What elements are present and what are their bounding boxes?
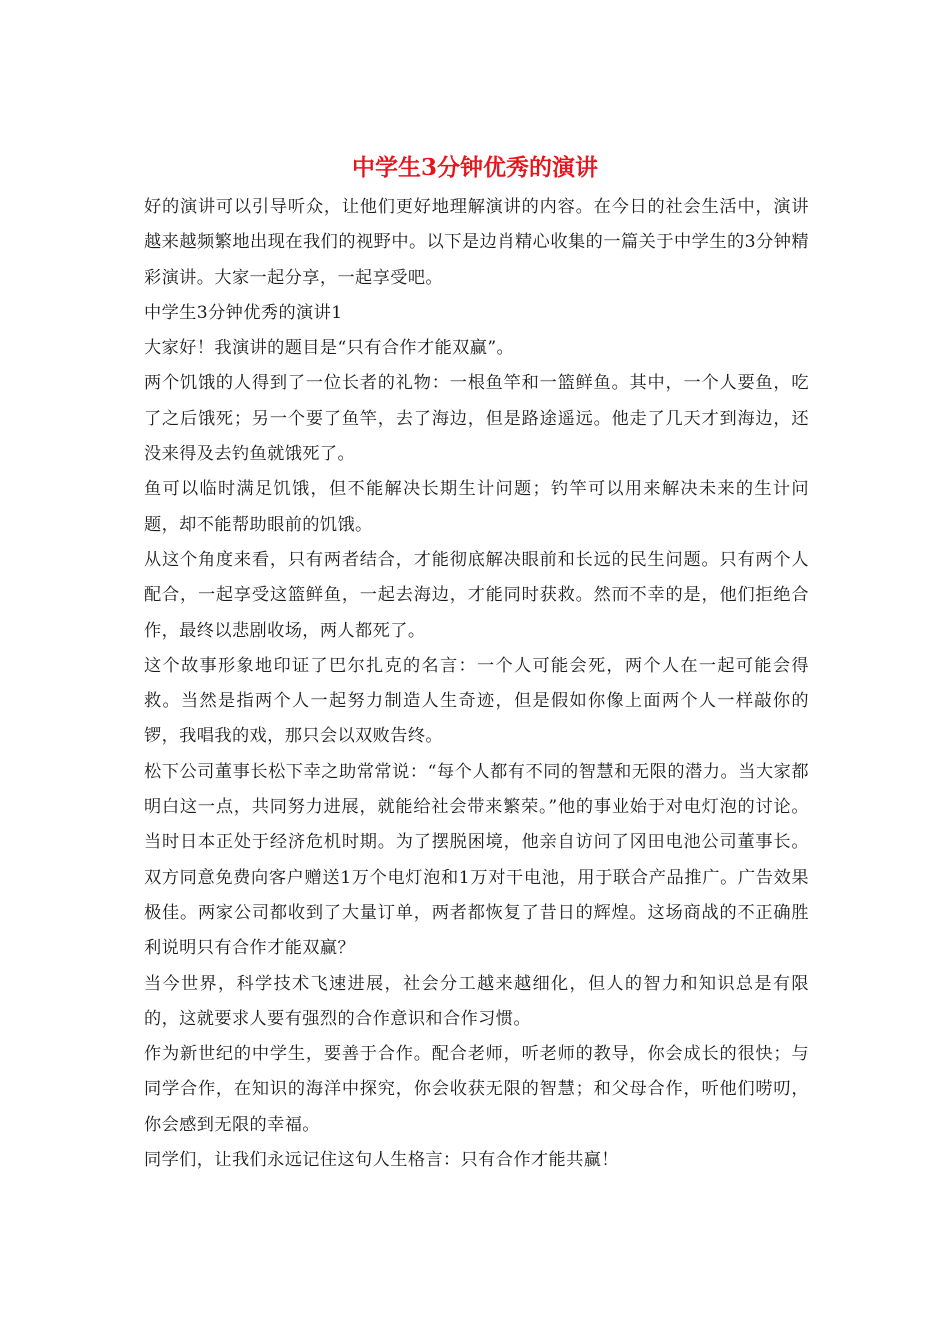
paragraph: 当今世界，科学技术飞速进展，社会分工越来越细化，但人的智力和知识总是有限的，这就要求人要有强烈的合作意识和合作习惯。 <box>144 973 809 1029</box>
paragraph: 鱼可以临时满足饥饿，但不能解决长期生计问题；钓竿可以用来解决未来的生计问题，却不能帮助眼前的饥饿。 <box>144 479 809 535</box>
document-body <box>144 190 809 1178</box>
paragraph: 松下公司董事长松下幸之助常常说：“每个人都有不同的智慧和无限的潜力。当大家都明白这一点，共同努力进展，就能给社会带来繁荣。”他的事业始于对电灯泡的讨论。当时日本正处于经济危机时期。为了摆脱困境，他亲自访问了冈田电池公司董事长。双方同意免费向客户赠送1万个电灯泡和1万对干电池，用于联合产品推广。广告效果极佳。两家公司都收到了大量订单，两者都恢复了昔日的辉煌。这场商战的不正确胜利说明只有合作才能双赢？ <box>144 761 809 959</box>
section-heading: 中学生3分钟优秀的演讲1 <box>144 302 343 323</box>
paragraph: 两个饥饿的人得到了一位长者的礼物：一根鱼竿和一篮鲜鱼。其中，一个人要鱼，吃了之后饿死；另一个要了鱼竿，去了海边，但是路途遥远。他走了几天才到海边，还没来得及去钓鱼就饿死了。 <box>144 373 809 465</box>
paragraph: 这个故事形象地印证了巴尔扎克的名言：一个人可能会死，两个人在一起可能会得救。当然是指两个人一起努力制造人生奇迹，但是假如你像上面两个人一样敲你的锣，我唱我的戏，那只会以双败告终。 <box>144 655 809 747</box>
document-title: 中学生3分钟优秀的演讲 <box>351 154 598 181</box>
paragraph: 作为新世纪的中学生，要善于合作。配合老师，听老师的教导，你会成长的很快；与同学合作，在知识的海洋中探究，你会收获无限的智慧；和父母合作，听他们唠叨，你会感到无限的幸福。 <box>144 1044 809 1135</box>
paragraph-greeting: 大家好！我演讲的题目是“只有合作才能双赢”。 <box>144 338 515 359</box>
paragraph-intro: 好的演讲可以引导听众，让他们更好地理解演讲的内容。在今日的社会生活中，演讲越来越频繁地出现在我们的视野中。以下是边肖精心收集的一篇关于中学生的3分钟精彩演讲。大家一起分享，一起享受吧。 <box>144 197 809 288</box>
paragraph-closing: 同学们，让我们永远记住这句人生格言：只有合作才能共赢！ <box>144 1150 619 1171</box>
paragraph: 从这个角度来看，只有两者结合，才能彻底解决眼前和长远的民生问题。只有两个人配合，一起享受这篮鲜鱼，一起去海边，才能同时获救。然而不幸的是，他们拒绝合作，最终以悲剧收场，两人都死了。 <box>144 549 809 641</box>
